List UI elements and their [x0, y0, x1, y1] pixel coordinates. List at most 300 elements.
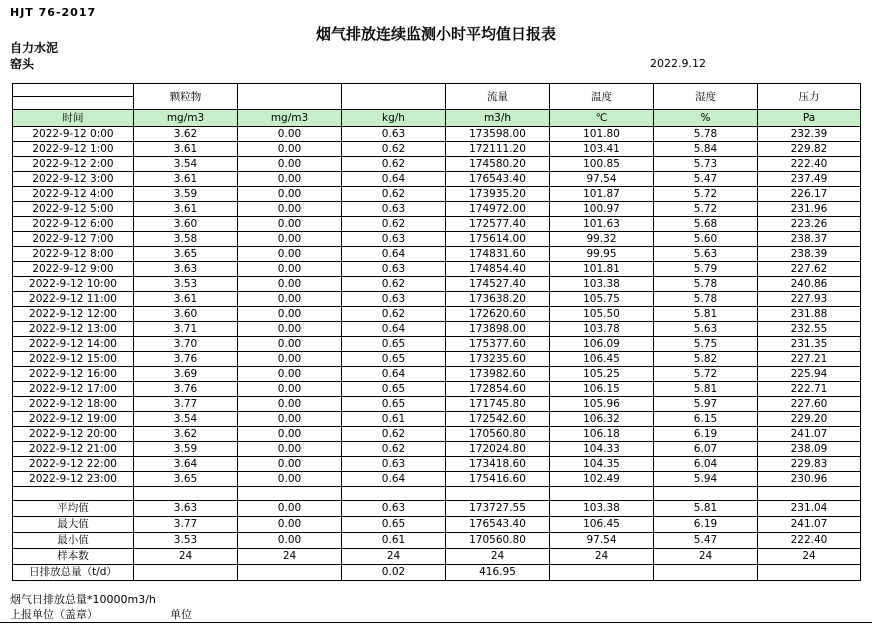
value-cell: 226.17: [758, 187, 861, 202]
value-cell: 222.71: [758, 382, 861, 397]
time-cell: 2022-9-12 5:00: [13, 202, 134, 217]
table-row: [13, 322, 861, 337]
value-cell: 175614.00: [446, 232, 550, 247]
value-cell: 5.72: [654, 202, 758, 217]
value-cell: [758, 487, 861, 501]
value-cell: 3.54: [134, 157, 238, 172]
value-cell: 0.00: [238, 292, 342, 307]
time-cell: 2022-9-12 0:00: [13, 127, 134, 142]
value-cell: 173418.60: [446, 457, 550, 472]
value-cell: 0.62: [342, 307, 446, 322]
value-cell: 0.65: [342, 397, 446, 412]
value-cell: 173598.00: [446, 127, 550, 142]
time-cell: 2022-9-12 10:00: [13, 277, 134, 292]
value-cell: 229.82: [758, 142, 861, 157]
value-cell: 174854.40: [446, 262, 550, 277]
value-cell: 106.45: [550, 517, 654, 533]
value-cell: 101.63: [550, 217, 654, 232]
value-cell: 231.96: [758, 202, 861, 217]
value-cell: [342, 487, 446, 501]
value-cell: 0.00: [238, 367, 342, 382]
value-cell: 227.60: [758, 397, 861, 412]
value-cell: 5.78: [654, 277, 758, 292]
value-cell: 5.47: [654, 533, 758, 549]
table-row: [13, 292, 861, 307]
value-cell: 0.00: [238, 187, 342, 202]
value-cell: 232.39: [758, 127, 861, 142]
unit-pa: Pa: [758, 110, 861, 127]
value-cell: 172542.60: [446, 412, 550, 427]
unit-m3-h: m3/h: [446, 110, 550, 127]
value-cell: 175377.60: [446, 337, 550, 352]
value-cell: 100.85: [550, 157, 654, 172]
value-cell: 0.62: [342, 187, 446, 202]
col-header-blank-1: [238, 84, 342, 110]
value-cell: 231.88: [758, 307, 861, 322]
col-header-flow: 流量: [446, 84, 550, 110]
col-header-humidity: 湿度: [654, 84, 758, 110]
value-cell: 3.63: [134, 501, 238, 517]
value-cell: 173235.60: [446, 352, 550, 367]
value-cell: 0.63: [342, 501, 446, 517]
value-cell: 0.00: [238, 217, 342, 232]
value-cell: 106.32: [550, 412, 654, 427]
value-cell: 106.15: [550, 382, 654, 397]
value-cell: 0.61: [342, 412, 446, 427]
summary-label-cell: 最小值: [13, 533, 134, 549]
table-row: [13, 232, 861, 247]
value-cell: 99.95: [550, 247, 654, 262]
col-header-pressure: 压力: [758, 84, 861, 110]
value-cell: 0.63: [342, 292, 446, 307]
summary-label-cell: 样本数: [13, 549, 134, 565]
value-cell: 104.35: [550, 457, 654, 472]
value-cell: 173898.00: [446, 322, 550, 337]
value-cell: 105.25: [550, 367, 654, 382]
value-cell: 0.00: [238, 247, 342, 262]
value-cell: 6.04: [654, 457, 758, 472]
table-row: [13, 277, 861, 292]
time-cell: 2022-9-12 23:00: [13, 472, 134, 487]
table-row: [13, 397, 861, 412]
value-cell: 106.09: [550, 337, 654, 352]
value-cell: 104.33: [550, 442, 654, 457]
value-cell: 174972.00: [446, 202, 550, 217]
value-cell: 173638.20: [446, 292, 550, 307]
summary-row: [13, 517, 861, 533]
time-cell: 2022-9-12 15:00: [13, 352, 134, 367]
value-cell: 3.60: [134, 307, 238, 322]
value-cell: 5.84: [654, 142, 758, 157]
value-cell: 0.63: [342, 262, 446, 277]
table-row: [13, 367, 861, 382]
value-cell: 0.64: [342, 367, 446, 382]
value-cell: 416.95: [446, 565, 550, 581]
value-cell: 176543.40: [446, 517, 550, 533]
value-cell: 5.81: [654, 501, 758, 517]
document-code: HJT 76-2017: [10, 6, 97, 19]
value-cell: 238.39: [758, 247, 861, 262]
value-cell: 0.62: [342, 217, 446, 232]
value-cell: 5.94: [654, 472, 758, 487]
report-table: [12, 83, 861, 581]
time-cell: 2022-9-12 8:00: [13, 247, 134, 262]
value-cell: 3.63: [134, 262, 238, 277]
value-cell: 6.15: [654, 412, 758, 427]
value-cell: 0.00: [238, 397, 342, 412]
value-cell: 0.00: [238, 412, 342, 427]
value-cell: 3.64: [134, 457, 238, 472]
value-cell: 0.00: [238, 322, 342, 337]
table-row: [13, 427, 861, 442]
value-cell: 105.96: [550, 397, 654, 412]
value-cell: 3.61: [134, 292, 238, 307]
table-row: [13, 202, 861, 217]
table-row: [13, 172, 861, 187]
value-cell: [550, 565, 654, 581]
report-date: 2022.9.12: [650, 57, 706, 70]
value-cell: 0.00: [238, 382, 342, 397]
table-header: [13, 84, 861, 127]
table-row: [13, 307, 861, 322]
time-cell: 2022-9-12 7:00: [13, 232, 134, 247]
value-cell: 0.62: [342, 427, 446, 442]
time-cell: 2022-9-12 3:00: [13, 172, 134, 187]
unit-celsius: ℃: [550, 110, 654, 127]
value-cell: [238, 487, 342, 501]
value-cell: [654, 487, 758, 501]
value-cell: 103.38: [550, 501, 654, 517]
value-cell: 229.20: [758, 412, 861, 427]
time-cell: 2022-9-12 17:00: [13, 382, 134, 397]
value-cell: 3.62: [134, 127, 238, 142]
value-cell: 5.72: [654, 367, 758, 382]
summary-row: [13, 501, 861, 517]
empty-cell: [13, 487, 134, 501]
value-cell: 172854.60: [446, 382, 550, 397]
time-cell: 2022-9-12 19:00: [13, 412, 134, 427]
value-cell: 5.81: [654, 382, 758, 397]
value-cell: 225.94: [758, 367, 861, 382]
time-cell: 2022-9-12 11:00: [13, 292, 134, 307]
value-cell: 0.63: [342, 127, 446, 142]
value-cell: 0.00: [238, 202, 342, 217]
value-cell: 5.81: [654, 307, 758, 322]
value-cell: 174580.20: [446, 157, 550, 172]
value-cell: 0.00: [238, 533, 342, 549]
value-cell: 0.65: [342, 337, 446, 352]
value-cell: 3.59: [134, 442, 238, 457]
value-cell: 24: [238, 549, 342, 565]
reporting-unit-label: 上报单位（盖章）: [10, 608, 98, 621]
value-cell: 0.62: [342, 142, 446, 157]
value-cell: 172620.60: [446, 307, 550, 322]
value-cell: 5.78: [654, 127, 758, 142]
time-cell: 2022-9-12 13:00: [13, 322, 134, 337]
time-cell: 2022-9-12 22:00: [13, 457, 134, 472]
value-cell: 3.60: [134, 217, 238, 232]
value-cell: 97.54: [550, 533, 654, 549]
value-cell: 227.93: [758, 292, 861, 307]
value-cell: 0.00: [238, 232, 342, 247]
value-cell: 5.97: [654, 397, 758, 412]
value-cell: 5.68: [654, 217, 758, 232]
value-cell: 3.76: [134, 382, 238, 397]
value-cell: [550, 487, 654, 501]
table-row: [13, 127, 861, 142]
value-cell: 6.07: [654, 442, 758, 457]
value-cell: 6.19: [654, 517, 758, 533]
value-cell: 173727.55: [446, 501, 550, 517]
time-cell: 2022-9-12 21:00: [13, 442, 134, 457]
value-cell: 105.50: [550, 307, 654, 322]
group-header-row: [13, 84, 861, 97]
value-cell: 240.86: [758, 277, 861, 292]
value-cell: 241.07: [758, 427, 861, 442]
value-cell: 24: [758, 549, 861, 565]
table-row: [13, 457, 861, 472]
footer-divider: [0, 622, 872, 623]
value-cell: 0.00: [238, 127, 342, 142]
value-cell: 3.61: [134, 172, 238, 187]
value-cell: 3.69: [134, 367, 238, 382]
value-cell: 5.72: [654, 187, 758, 202]
value-cell: 227.62: [758, 262, 861, 277]
value-cell: 0.63: [342, 457, 446, 472]
value-cell: 172577.40: [446, 217, 550, 232]
value-cell: 230.96: [758, 472, 861, 487]
value-cell: [446, 487, 550, 501]
value-cell: [654, 565, 758, 581]
value-cell: 176543.40: [446, 172, 550, 187]
value-cell: 0.00: [238, 442, 342, 457]
time-cell: 2022-9-12 9:00: [13, 262, 134, 277]
value-cell: 174831.60: [446, 247, 550, 262]
time-column-header: 时间: [13, 110, 134, 127]
value-cell: 0.65: [342, 517, 446, 533]
value-cell: 238.37: [758, 232, 861, 247]
value-cell: 3.76: [134, 352, 238, 367]
value-cell: 24: [134, 549, 238, 565]
value-cell: 0.65: [342, 382, 446, 397]
time-cell: 2022-9-12 4:00: [13, 187, 134, 202]
value-cell: 222.40: [758, 533, 861, 549]
value-cell: 0.00: [238, 277, 342, 292]
unit-header-row: [13, 110, 861, 127]
value-cell: 24: [654, 549, 758, 565]
value-cell: 0.00: [238, 352, 342, 367]
value-cell: 171745.80: [446, 397, 550, 412]
table-row: [13, 337, 861, 352]
table-row: [13, 472, 861, 487]
value-cell: 97.54: [550, 172, 654, 187]
value-cell: 0.00: [238, 307, 342, 322]
value-cell: 103.38: [550, 277, 654, 292]
table-row: [13, 412, 861, 427]
value-cell: 101.87: [550, 187, 654, 202]
value-cell: 100.97: [550, 202, 654, 217]
unit-kg-h: kg/h: [342, 110, 446, 127]
value-cell: 170560.80: [446, 427, 550, 442]
value-cell: 103.41: [550, 142, 654, 157]
value-cell: 3.61: [134, 142, 238, 157]
value-cell: 5.63: [654, 322, 758, 337]
value-cell: [758, 565, 861, 581]
table-body: [13, 127, 861, 581]
time-cell: 2022-9-12 6:00: [13, 217, 134, 232]
summary-label-cell: 日排放总量（t/d）: [13, 565, 134, 581]
col-header-temperature: 温度: [550, 84, 654, 110]
value-cell: 0.65: [342, 352, 446, 367]
value-cell: 103.78: [550, 322, 654, 337]
value-cell: 106.18: [550, 427, 654, 442]
flue-gas-total-note: 烟气日排放总量*10000m3/h: [10, 593, 156, 606]
value-cell: [134, 565, 238, 581]
value-cell: 223.26: [758, 217, 861, 232]
time-header-bottom-cell: [13, 97, 134, 110]
value-cell: 0.64: [342, 322, 446, 337]
value-cell: 5.82: [654, 352, 758, 367]
value-cell: 175416.60: [446, 472, 550, 487]
value-cell: 3.53: [134, 533, 238, 549]
value-cell: 0.64: [342, 172, 446, 187]
value-cell: 237.49: [758, 172, 861, 187]
value-cell: 3.62: [134, 427, 238, 442]
summary-label-cell: 平均值: [13, 501, 134, 517]
value-cell: 24: [550, 549, 654, 565]
table-row: [13, 247, 861, 262]
time-header-top-cell: [13, 84, 134, 97]
value-cell: 0.00: [238, 172, 342, 187]
monitoring-point: 窑头: [10, 57, 35, 71]
unit-percent: %: [654, 110, 758, 127]
value-cell: 0.63: [342, 202, 446, 217]
value-cell: 231.04: [758, 501, 861, 517]
value-cell: 3.70: [134, 337, 238, 352]
value-cell: 0.00: [238, 457, 342, 472]
summary-row: [13, 533, 861, 549]
value-cell: 3.65: [134, 472, 238, 487]
value-cell: 0.02: [342, 565, 446, 581]
value-cell: 24: [446, 549, 550, 565]
report-title: 烟气排放连续监测小时平均值日报表: [315, 25, 556, 43]
value-cell: 101.81: [550, 262, 654, 277]
value-cell: 99.32: [550, 232, 654, 247]
value-cell: 0.00: [238, 501, 342, 517]
value-cell: 173935.20: [446, 187, 550, 202]
value-cell: 3.65: [134, 247, 238, 262]
unit-mg-m3-2: mg/m3: [238, 110, 342, 127]
value-cell: 0.63: [342, 232, 446, 247]
separator-row: [13, 487, 861, 501]
value-cell: 173982.60: [446, 367, 550, 382]
value-cell: 0.00: [238, 262, 342, 277]
time-cell: 2022-9-12 18:00: [13, 397, 134, 412]
value-cell: 3.54: [134, 412, 238, 427]
table-row: [13, 142, 861, 157]
value-cell: 174527.40: [446, 277, 550, 292]
value-cell: 229.83: [758, 457, 861, 472]
table-row: [13, 217, 861, 232]
value-cell: 5.78: [654, 292, 758, 307]
value-cell: 102.49: [550, 472, 654, 487]
time-cell: 2022-9-12 2:00: [13, 157, 134, 172]
table-row: [13, 352, 861, 367]
value-cell: 0.00: [238, 142, 342, 157]
value-cell: 232.55: [758, 322, 861, 337]
table-row: [13, 262, 861, 277]
unit-mg-m3-1: mg/m3: [134, 110, 238, 127]
value-cell: 0.61: [342, 533, 446, 549]
table-row: [13, 442, 861, 457]
company-name: 自力水泥: [10, 41, 59, 55]
value-cell: 241.07: [758, 517, 861, 533]
value-cell: 3.59: [134, 187, 238, 202]
time-cell: 2022-9-12 16:00: [13, 367, 134, 382]
value-cell: 5.47: [654, 172, 758, 187]
value-cell: 227.21: [758, 352, 861, 367]
value-cell: 5.79: [654, 262, 758, 277]
value-cell: 222.40: [758, 157, 861, 172]
value-cell: 0.64: [342, 472, 446, 487]
value-cell: 3.77: [134, 517, 238, 533]
value-cell: 0.62: [342, 442, 446, 457]
unit-label: 单位: [170, 608, 192, 621]
col-header-particulate: 颗粒物: [134, 84, 238, 110]
value-cell: 0.00: [238, 472, 342, 487]
value-cell: [134, 487, 238, 501]
value-cell: 238.09: [758, 442, 861, 457]
time-cell: 2022-9-12 12:00: [13, 307, 134, 322]
value-cell: 170560.80: [446, 533, 550, 549]
value-cell: 6.19: [654, 427, 758, 442]
value-cell: [238, 565, 342, 581]
time-cell: 2022-9-12 20:00: [13, 427, 134, 442]
value-cell: 101.80: [550, 127, 654, 142]
time-cell: 2022-9-12 1:00: [13, 142, 134, 157]
table-row: [13, 382, 861, 397]
col-header-blank-2: [342, 84, 446, 110]
value-cell: 5.63: [654, 247, 758, 262]
value-cell: 172111.20: [446, 142, 550, 157]
value-cell: 172024.80: [446, 442, 550, 457]
value-cell: 0.00: [238, 427, 342, 442]
summary-row: [13, 549, 861, 565]
value-cell: 5.60: [654, 232, 758, 247]
value-cell: 106.45: [550, 352, 654, 367]
value-cell: 3.77: [134, 397, 238, 412]
value-cell: 0.00: [238, 517, 342, 533]
table-row: [13, 187, 861, 202]
value-cell: 0.00: [238, 337, 342, 352]
value-cell: 24: [342, 549, 446, 565]
table-row: [13, 157, 861, 172]
value-cell: 0.00: [238, 157, 342, 172]
summary-label-cell: 最大值: [13, 517, 134, 533]
value-cell: 5.73: [654, 157, 758, 172]
value-cell: 3.61: [134, 202, 238, 217]
value-cell: 3.71: [134, 322, 238, 337]
value-cell: 3.58: [134, 232, 238, 247]
value-cell: 3.53: [134, 277, 238, 292]
summary-row: [13, 565, 861, 581]
value-cell: 0.62: [342, 157, 446, 172]
time-cell: 2022-9-12 14:00: [13, 337, 134, 352]
value-cell: 105.75: [550, 292, 654, 307]
value-cell: 5.75: [654, 337, 758, 352]
value-cell: 0.62: [342, 277, 446, 292]
value-cell: 231.35: [758, 337, 861, 352]
